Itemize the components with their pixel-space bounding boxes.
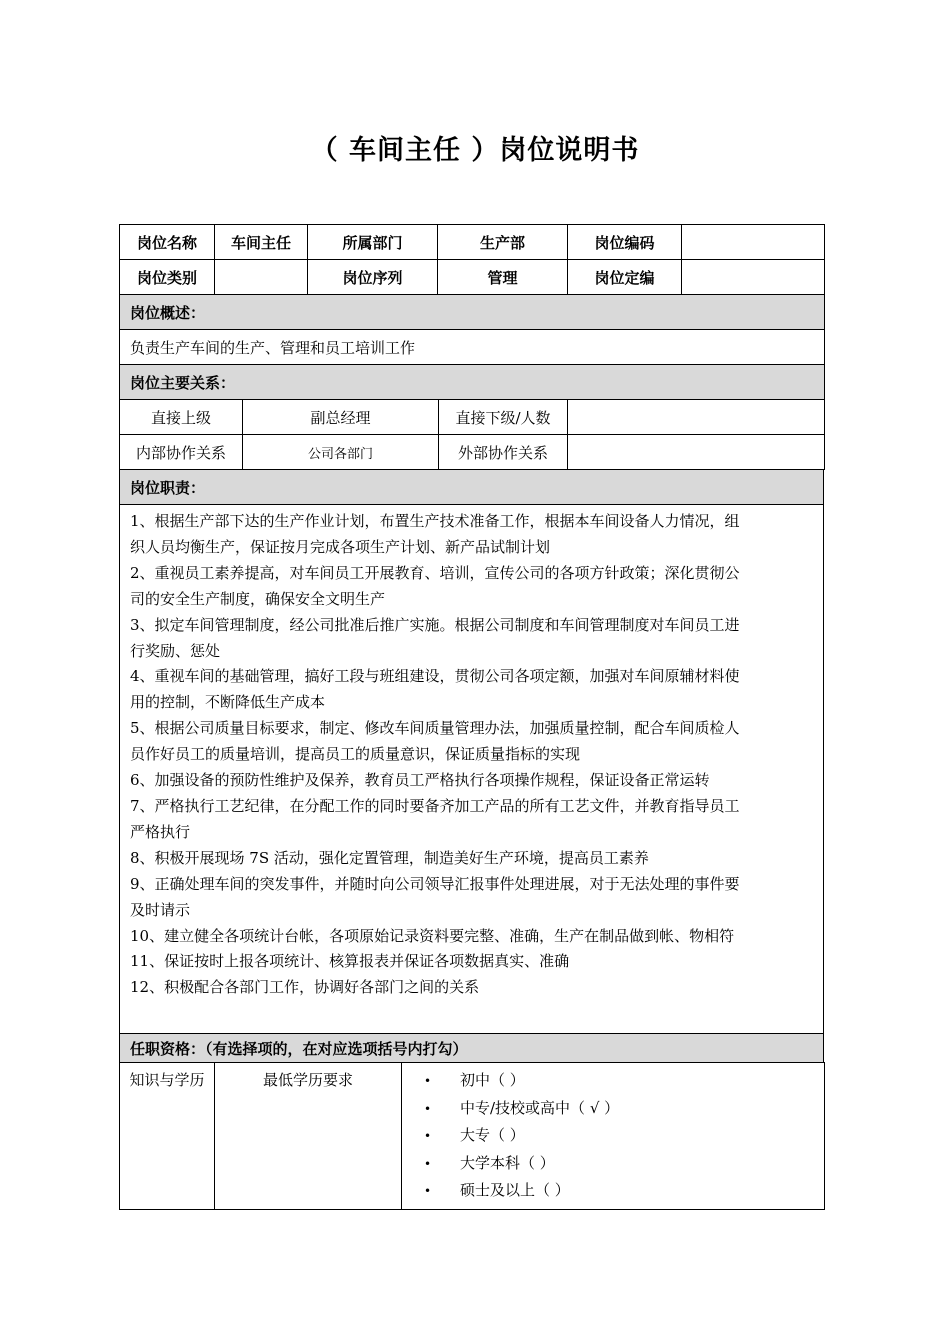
duty-line: 织人员均衡生产，保证按月完成各项生产计划、新产品试制计划 (130, 537, 551, 556)
relations-heading: 岗位主要关系： (120, 365, 825, 400)
basic-info-table (119, 224, 825, 400)
department-label: 所属部门 (308, 225, 438, 260)
internal-relation-label: 内部协作关系 (120, 435, 243, 470)
duty-line: 11、保证按时上报各项统计、核算报表并保证各项数据真实、准确 (130, 952, 570, 971)
duty-line: 司的安全生产制度，确保安全文明生产 (130, 589, 386, 608)
position-name-label: 岗位名称 (120, 225, 215, 260)
headcount-value (682, 260, 825, 295)
duty-line: 7、严格执行工艺纪律，在分配工作的同时要备齐加工产品的所有工艺文件，并教育指导员工 (130, 796, 740, 815)
bullet-icon: • (424, 1129, 432, 1144)
job-description-form (119, 224, 824, 1210)
position-sequence-label: 岗位序列 (308, 260, 438, 295)
duty-line: 5、根据公司质量目标要求，制定、修改车间质量管理办法，加强质量控制，配合车间质检人 (130, 719, 740, 738)
overview-text: 负责生产车间的生产、管理和员工培训工作 (120, 330, 825, 365)
direct-superior-value: 副总经理 (243, 400, 439, 435)
external-relation-label: 外部协作关系 (439, 435, 568, 470)
bullet-icon: • (424, 1184, 432, 1199)
duty-line: 员作好员工的质量培训，提高员工的质量意识，保证质量指标的实现 (130, 745, 581, 764)
duty-line: 行奖励、惩处 (130, 641, 221, 660)
duty-line: 4、重视车间的基础管理，搞好工段与班组建设，贯彻公司各项定额，加强对车间原辅材料使 (130, 667, 740, 686)
duties-table (119, 469, 824, 1063)
duties-heading: 岗位职责： (120, 470, 824, 505)
internal-relation-value: 公司各部门 (243, 435, 439, 470)
bullet-icon: • (424, 1101, 432, 1116)
page-title: （ 车间主任 ）岗位说明书 (310, 135, 640, 166)
direct-subordinate-value (568, 400, 825, 435)
education-option[interactable]: • 大学本科（ ） (424, 1150, 818, 1178)
duty-line: 8、积极开展现场 7S 活动，强化定置管理，制造美好生产环境，提高员工素养 (130, 848, 649, 867)
duty-line: 6、加强设备的预防性维护及保养，教育员工严格执行各项操作规程，保证设备正常运转 (130, 771, 710, 790)
qualification-table (119, 1062, 825, 1210)
bullet-icon: • (424, 1074, 432, 1089)
basic-info-row-1 (120, 225, 825, 260)
duty-line: 2、重视员工素养提高，对车间员工开展教育、培训，宣传公司的各项方针政策；深化贯彻公 (130, 563, 740, 582)
duty-line: 1、根据生产部下达的生产作业计划，布置生产技术准备工作，根据本车间设备人力情况，组 (130, 512, 740, 530)
education-option[interactable]: • 中专/技校或高中（ √ ） (424, 1095, 818, 1123)
position-code-label: 岗位编码 (568, 225, 682, 260)
education-options (402, 1063, 825, 1210)
min-education-label: 最低学历要求 (215, 1063, 402, 1210)
department-value: 生产部 (438, 225, 568, 260)
knowledge-education-label: 知识与学历 (120, 1063, 215, 1210)
position-category-label: 岗位类别 (120, 260, 215, 295)
duty-line: 3、拟定车间管理制度，经公司批准后推广实施。根据公司制度和车间管理制度对车间员工进 (130, 615, 740, 634)
bullet-icon: • (424, 1156, 432, 1171)
relations-table (119, 399, 825, 470)
education-option[interactable]: • 硕士及以上（ ） (424, 1177, 818, 1205)
position-code-value (682, 225, 825, 260)
position-sequence-value: 管理 (438, 260, 568, 295)
basic-info-row-2 (120, 260, 825, 295)
external-relation-value (568, 435, 825, 470)
duty-line: 及时请示 (130, 900, 191, 919)
position-name-value: 车间主任 (215, 225, 308, 260)
duty-line: 10、建立健全各项统计台帐，各项原始记录资料要完整、准确，生产在制品做到帐、物相符 (130, 926, 735, 945)
qualification-heading: 任职资格：（有选择项的，在对应选项括号内打勾） (120, 1034, 824, 1063)
education-option[interactable]: • 大专（ ） (424, 1122, 818, 1150)
duty-line: 用的控制，不断降低生产成本 (130, 693, 326, 712)
duties-list (120, 505, 824, 1034)
education-option[interactable]: • 初中（ ） (424, 1067, 818, 1095)
direct-subordinate-label: 直接下级/人数 (439, 400, 568, 435)
direct-superior-label: 直接上级 (120, 400, 243, 435)
position-category-value (215, 260, 308, 295)
duty-line: 严格执行 (130, 822, 191, 841)
duty-line: 9、正确处理车间的突发事件，并随时向公司领导汇报事件处理进展，对于无法处理的事件要 (130, 874, 740, 893)
duty-line: 12、积极配合各部门工作，协调好各部门之间的关系 (130, 978, 480, 997)
headcount-label: 岗位定编 (568, 260, 682, 295)
overview-heading: 岗位概述： (120, 295, 825, 330)
